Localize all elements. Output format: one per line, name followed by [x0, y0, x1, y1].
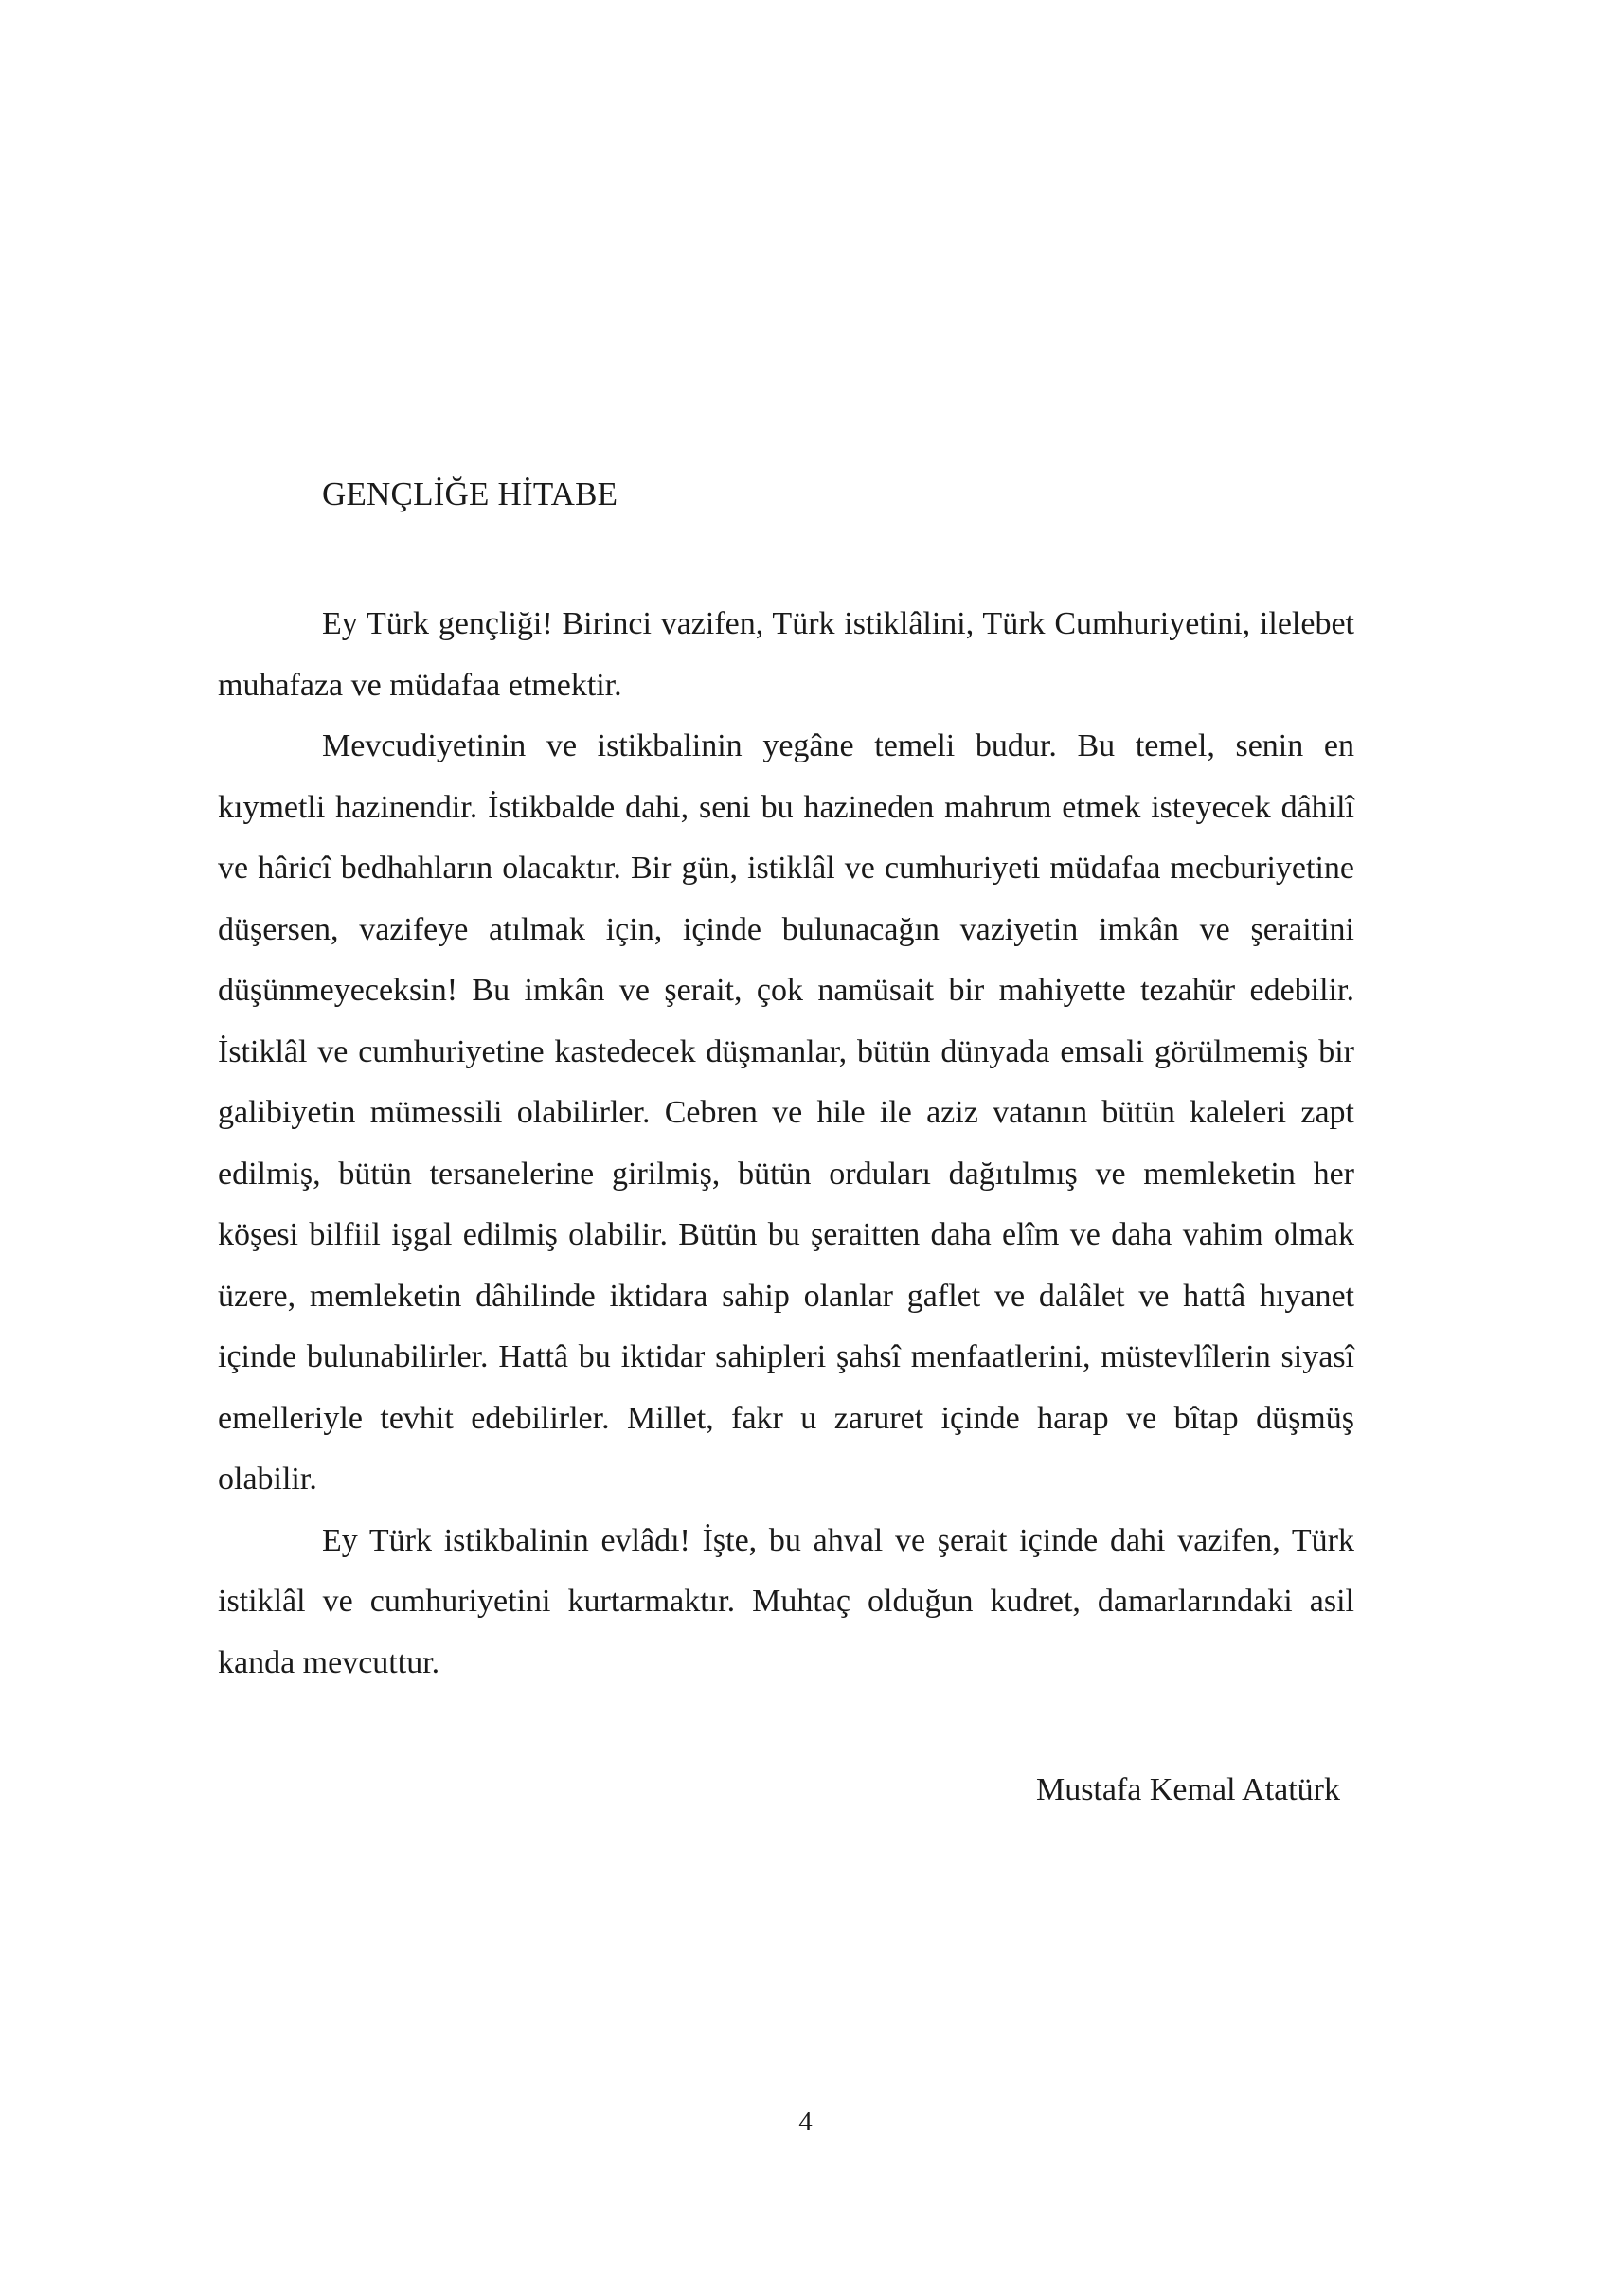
document-body	[218, 594, 1354, 1694]
signature: Mustafa Kemal Atatürk	[1035, 1772, 1340, 1807]
paragraph-2: Mevcudiyetinin ve istikbalinin yegâne temeli budur. Bu temel, senin en kıymetli hazinendir. İstikbalde dahi, seni bu hazineden mahrum etmek isteyecek dâhilî ve hâricî bedhahların olacaktır. Bir gün, istiklâl ve cumhuriyeti müdafaa mecburiyetine düşersen, vazifeye atılmak için, içinde bulunacağın vaziyetin imkân ve şeraitini düşünmeyeceksin! Bu imkân ve şerait, çok namüsait bir mahiyette tezahür edebilir. İstiklâl ve cumhuriyetine kastedecek düşmanlar, bütün dünyada emsali görülmemiş bir galibiyetin mümessili olabilirler. Cebren ve hile ile aziz vatanın bütün kaleleri zapt edilmiş, bütün tersanelerine girilmiş, bütün orduları dağıtılmış ve memleketin her köşesi bilfiil işgal edilmiş olabilir. Bütün bu şeraitten daha elîm ve daha vahim olmak üzere, memleketin dâhilinde iktidara sahip olanlar gaflet ve dalâlet ve hattâ hıyanet içinde bulunabilirler. Hattâ bu iktidar sahipleri şahsî menfaatlerini, müstevlîlerin siyasî emelleriyle tevhit edebilirler. Millet, fakr u zaruret içinde harap ve bîtap düşmüş olabilir.	[218, 728, 1354, 1497]
document-title: GENÇLİĞE HİTABE	[322, 475, 618, 512]
paragraph-3: Ey Türk istikbalinin evlâdı! İşte, bu ahval ve şerait içinde dahi vazifen, Türk istiklâl ve cumhuriyetini kurtarmaktır. Muhtaç olduğun kudret, damarlarındaki asil kanda mevcuttur.	[218, 1522, 1354, 1680]
page-number: 4	[798, 2107, 813, 2137]
paragraph-1: Ey Türk gençliği! Birinci vazifen, Türk istiklâlini, Türk Cumhuriyetini, ilelebet muhafaza ve müdafaa etmektir.	[218, 606, 1354, 703]
